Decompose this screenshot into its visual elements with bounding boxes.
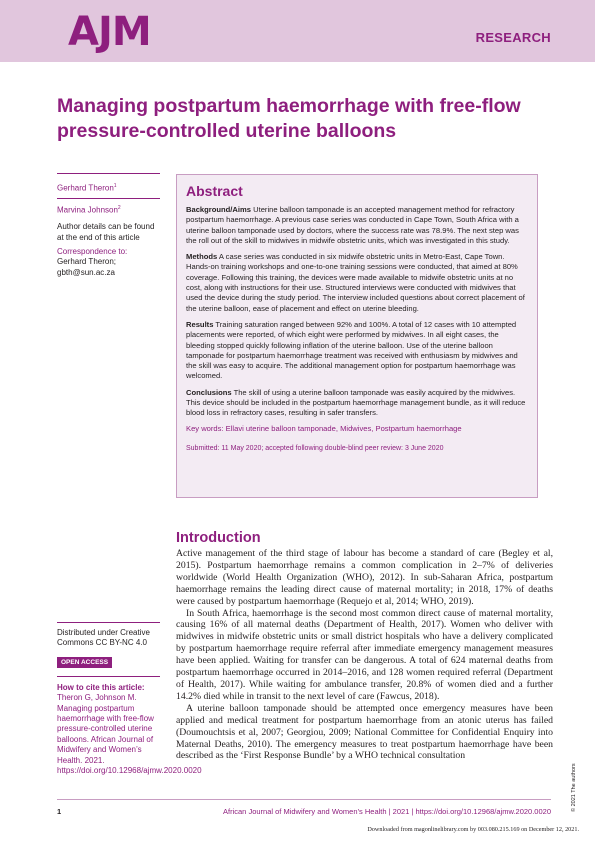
author-block xyxy=(57,181,160,278)
article-title: Managing postpartum haemorrhage with free-flow pressure-controlled uterine balloons xyxy=(57,95,521,142)
cite-divider xyxy=(57,676,160,677)
intro-paragraph: A uterine balloon tamponade should be attempted once emergency measures have been applied and medical treatment for postpartum haemorrhage from an atonic uterus has failed (Doumouchtsis et al, 2007; Georgiou, 2009; National Committee for Confidential Enquiry into Maternal Deaths, 2010). The emergency measures to treat postpartum haemorrhage have been described as the ‘First Response Bundle’ by a WHO technical consultation xyxy=(176,702,553,762)
footer-rule xyxy=(57,799,551,800)
section-label: RESEARCH xyxy=(475,30,551,45)
license-block xyxy=(57,628,202,776)
download-note: Downloaded from magonlinelibrary.com by 003.080.215.169 on December 12, 2021. xyxy=(367,826,579,833)
author-2: Marvina Johnson$^2$ xyxy=(57,205,121,215)
author-details-note: Author details can be found at the end of this article xyxy=(57,222,155,242)
abstract-heading: Abstract xyxy=(186,183,243,199)
submission-dates: Submitted: 11 May 2020; accepted following double-blind peer review: 3 June 2020 xyxy=(186,444,444,452)
correspondence-label: Correspondence to: xyxy=(57,246,128,256)
open-access-badge: OPEN ACCESS xyxy=(57,657,112,668)
introduction-heading: Introduction xyxy=(176,530,261,546)
abstract-conclusions: Conclusions The skill of using a uterine balloon tamponade was easily acquired by the midwives. This device should be included in the postpartum haemorrhage management bundle, as it will reduce blood loss in refractory cases, resulting in safer transfers. xyxy=(186,387,526,418)
cite-text: Theron G, Johnson M. Managing postpartum haemorrhage with free-flow pressure-controlled uterine balloons. African Journal of Midwifery and Women’s Health. 2021. https://doi.org/10.12968/ajmw.2020.0020 xyxy=(57,693,202,776)
cite-label: How to cite this article: xyxy=(57,682,145,692)
correspondence-email[interactable]: gbth@sun.ac.za xyxy=(57,267,115,277)
page-number: 1 xyxy=(57,807,62,816)
author-divider xyxy=(57,198,160,199)
journal-logo: AJM xyxy=(68,9,151,55)
copyright-vertical: © 2021 The authors xyxy=(571,763,577,812)
abstract-background: Background/Aims Uterine balloon tamponade is an accepted management method for refractory postpartum haemorrhage. A previous case series was conducted in Cape Town, South Africa with a uterine balloon tamponade used by doctors, where the success rate was 78.9%. The next step was the roll out of the skill to midwives in midwife obstetric units, which was investigated in this study. xyxy=(186,205,519,245)
intro-paragraph: Active management of the third stage of labour has become a standard of care (Begley et al, 2015). Postpartum haemorrhage remains a common complication in 2–7% of deliveries worldwide (World Health Organization (WHO), 2012). In sub-Saharan Africa, postpartum haemorrhage remains the leading direct cause of maternal mortality; in 2018, 17% of deaths were caused by postpartum haemorrhage (Requejo et al, 2014; WHO, 2019). xyxy=(176,548,553,607)
abstract-methods: Methods A case series was conducted in six midwife obstetric units in Metro-East, Cape Town. Hands-on training workshops and one-to-one training sessions were conducted, that aimed at 80% coverage. Following this training, the devices were made available to midwife obstetric units at no cost, along with instructions for their use. Structured interviews were conducted with midwives that used the device during the study period. The interview included questions about correct placement of the uterine balloon, ease of placement and effect on uterine bleeding. xyxy=(186,252,525,313)
header-band xyxy=(0,0,595,62)
abstract-results: Results Training saturation ranged between 92% and 100%. A total of 12 cases with 10 attempted placements were reported, of which eight were performed by midwives. In all eight cases, the bleeding stopped quickly following inflation of the uterine balloon. Use of the uterine balloon tamponade for postpartum haemorrhage treatment was received with enthusiasm by midwives and the skill was easy to acquire. The additional management option for postpartum haemorrhage was welcomed. xyxy=(186,319,518,381)
sidebar-top-rule xyxy=(57,173,160,174)
correspondence-name: Gerhard Theron; xyxy=(57,257,116,267)
page-footer xyxy=(57,807,551,821)
intro-paragraph: In South Africa, haemorrhage is the second most common direct cause of maternal mortality, causing 16% of all maternal deaths (Department of Health, 2017). Women who deliver with midwives in midwife obstetric units or small district hospitals who have a delivery complicated by postpartum haemorrhage require referral after immediate emergency management measures have been applied. Waiting for transfer can be dangerous. A total of 624 maternal deaths from postpartum haemorrhage occurred in 2014–2016, and 128 women required referral (Department of Health, 2017). While waiting for ambulance transfer, 20.8% of women died and a further 14.2% died while in transit to the next level of care (Fawcus, 2018). xyxy=(176,607,553,702)
introduction-body xyxy=(176,548,553,762)
abstract-box xyxy=(176,174,538,498)
license-text: Distributed under Creative Commons CC BY-NC 4.0 xyxy=(57,628,150,648)
sidebar-lower-rule xyxy=(57,622,160,623)
footer-journal: African Journal of Midwifery and Women’s Health | 2021 | https://doi.org/10.12968/ajmw.2020.0020 xyxy=(223,807,551,816)
keywords: Key words: Ellavi uterine balloon tamponade, Midwives, Postpartum haemorrhage xyxy=(186,423,462,433)
author-1: Gerhard Theron$^1$ xyxy=(57,183,117,193)
